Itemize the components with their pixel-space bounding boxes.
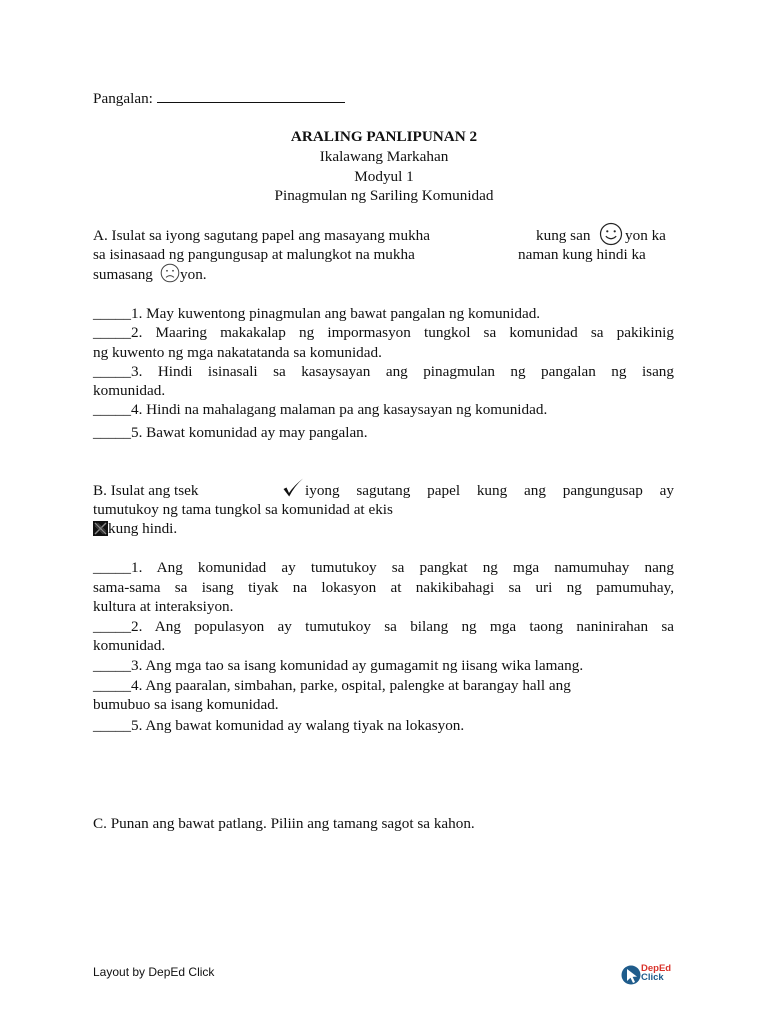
section-b-line3: kung hindi. — [108, 520, 178, 537]
answer-blank: _____ — [93, 401, 131, 418]
answer-blank: _____ — [93, 424, 131, 441]
section-b-item-2-line-2: komunidad. — [93, 637, 166, 654]
answer-blank: _____ — [93, 324, 131, 341]
page-title: ARALING PANLIPUNAN 2 — [290, 128, 478, 145]
answer-blank: _____ — [93, 657, 131, 674]
item-text: 2. Ang populasyon ay tumutukoy sa bilang ng mga taong naninirahan sa — [130, 618, 674, 635]
section-a-item-1 — [93, 304, 540, 323]
section-a-item-4 — [93, 400, 547, 419]
section-a-line2a: sa isinasaad ng pangungusap at malungkot na mukha — [93, 246, 415, 263]
section-b-line2: tumutukoy ng tama tungkol sa komunidad at ekis — [93, 501, 393, 518]
section-a-line3a: sumasang — [93, 266, 153, 283]
section-a-item-3-line-2: komunidad. — [93, 382, 166, 399]
answer-blank: _____ — [93, 559, 131, 576]
name-line — [93, 89, 345, 108]
answer-blank: _____ — [93, 363, 131, 380]
section-b-item-4-line-2: bumubuo sa isang komunidad. — [93, 696, 279, 713]
footer-credit: Layout by DepEd Click — [93, 965, 215, 979]
sad-face-icon — [160, 263, 180, 283]
section-b-item-1-line-3: kultura at interaksiyon. — [93, 598, 234, 615]
section-a-line1b: kung san — [536, 227, 591, 244]
section-a-item-2-line-1 — [93, 323, 674, 342]
section-a-line1a: A. Isulat sa iyong sagutang papel ang masayang mukha — [93, 227, 430, 244]
logo-text-top: DepEd — [641, 963, 672, 974]
quarter-subtitle: Ikalawang Markahan — [319, 148, 449, 165]
section-a-item-5 — [93, 423, 368, 442]
section-b-item-4-line-1 — [93, 676, 571, 695]
section-b-line1a: B. Isulat ang tsek — [93, 482, 199, 499]
item-text: 1. Ang komunidad ay tumutukoy sa pangkat ng mga namumuhay nang — [130, 559, 674, 576]
smiley-face-icon — [599, 222, 623, 246]
answer-blank: _____ — [93, 305, 131, 322]
module-subtitle: Modyul 1 — [354, 168, 414, 185]
section-b-line1b: iyong sagutang papel kung ang pangungusap ay — [305, 482, 674, 499]
section-a-item-2-line-2: ng kuwento ng mga nakatatanda sa komunidad. — [93, 344, 382, 361]
item-text: 1. May kuwentong pinagmulan ang bawat pangalan ng komunidad. — [130, 305, 541, 322]
section-a-item-3-line-1 — [93, 362, 674, 381]
section-b-item-1-line-1 — [93, 558, 674, 577]
section-b-item-5 — [93, 716, 464, 735]
name-blank — [157, 102, 345, 103]
section-b-item-3 — [93, 656, 583, 675]
item-text: 5. Ang bawat komunidad ay walang tiyak na lokasyon. — [130, 717, 465, 734]
section-b-item-1-line-2: sama-sama sa isang tiyak na lokasyon at nakikibahagi sa uri ng pamumuhay, — [93, 579, 674, 596]
item-text: 3. Hindi isinasali sa kasaysayan ang pinagmulan ng pangalan ng isang — [130, 363, 674, 380]
answer-blank: _____ — [93, 618, 131, 635]
section-a-line3b: yon. — [180, 266, 207, 283]
section-a-line1c: yon ka — [625, 227, 666, 244]
lesson-title: Pinagmulan ng Sariling Komunidad — [274, 187, 494, 204]
item-text: 4. Ang paaralan, simbahan, parke, ospital, palengke at barangay hall ang — [130, 677, 571, 694]
x-box-icon — [93, 521, 108, 536]
section-b-item-2-line-1 — [93, 617, 674, 636]
logo-text-bottom: Click — [641, 972, 664, 983]
item-text: 3. Ang mga tao sa isang komunidad ay gumagamit ng iisang wika lamang. — [130, 657, 584, 674]
answer-blank: _____ — [93, 677, 131, 694]
check-mark-icon — [281, 476, 305, 500]
answer-blank: _____ — [93, 717, 131, 734]
name-label: Pangalan: — [93, 90, 157, 107]
item-text: 5. Bawat komunidad ay may pangalan. — [130, 424, 368, 441]
item-text: 2. Maaring makakalap ng impormasyon tungkol sa komunidad sa pakikinig — [130, 324, 674, 341]
deped-click-logo — [620, 962, 672, 988]
section-c-instruction: C. Punan ang bawat patlang. Piliin ang tamang sagot sa kahon. — [93, 815, 475, 832]
section-a-line2b: naman kung hindi ka — [518, 246, 646, 263]
item-text: 4. Hindi na mahalagang malaman pa ang kasaysayan ng komunidad. — [130, 401, 548, 418]
